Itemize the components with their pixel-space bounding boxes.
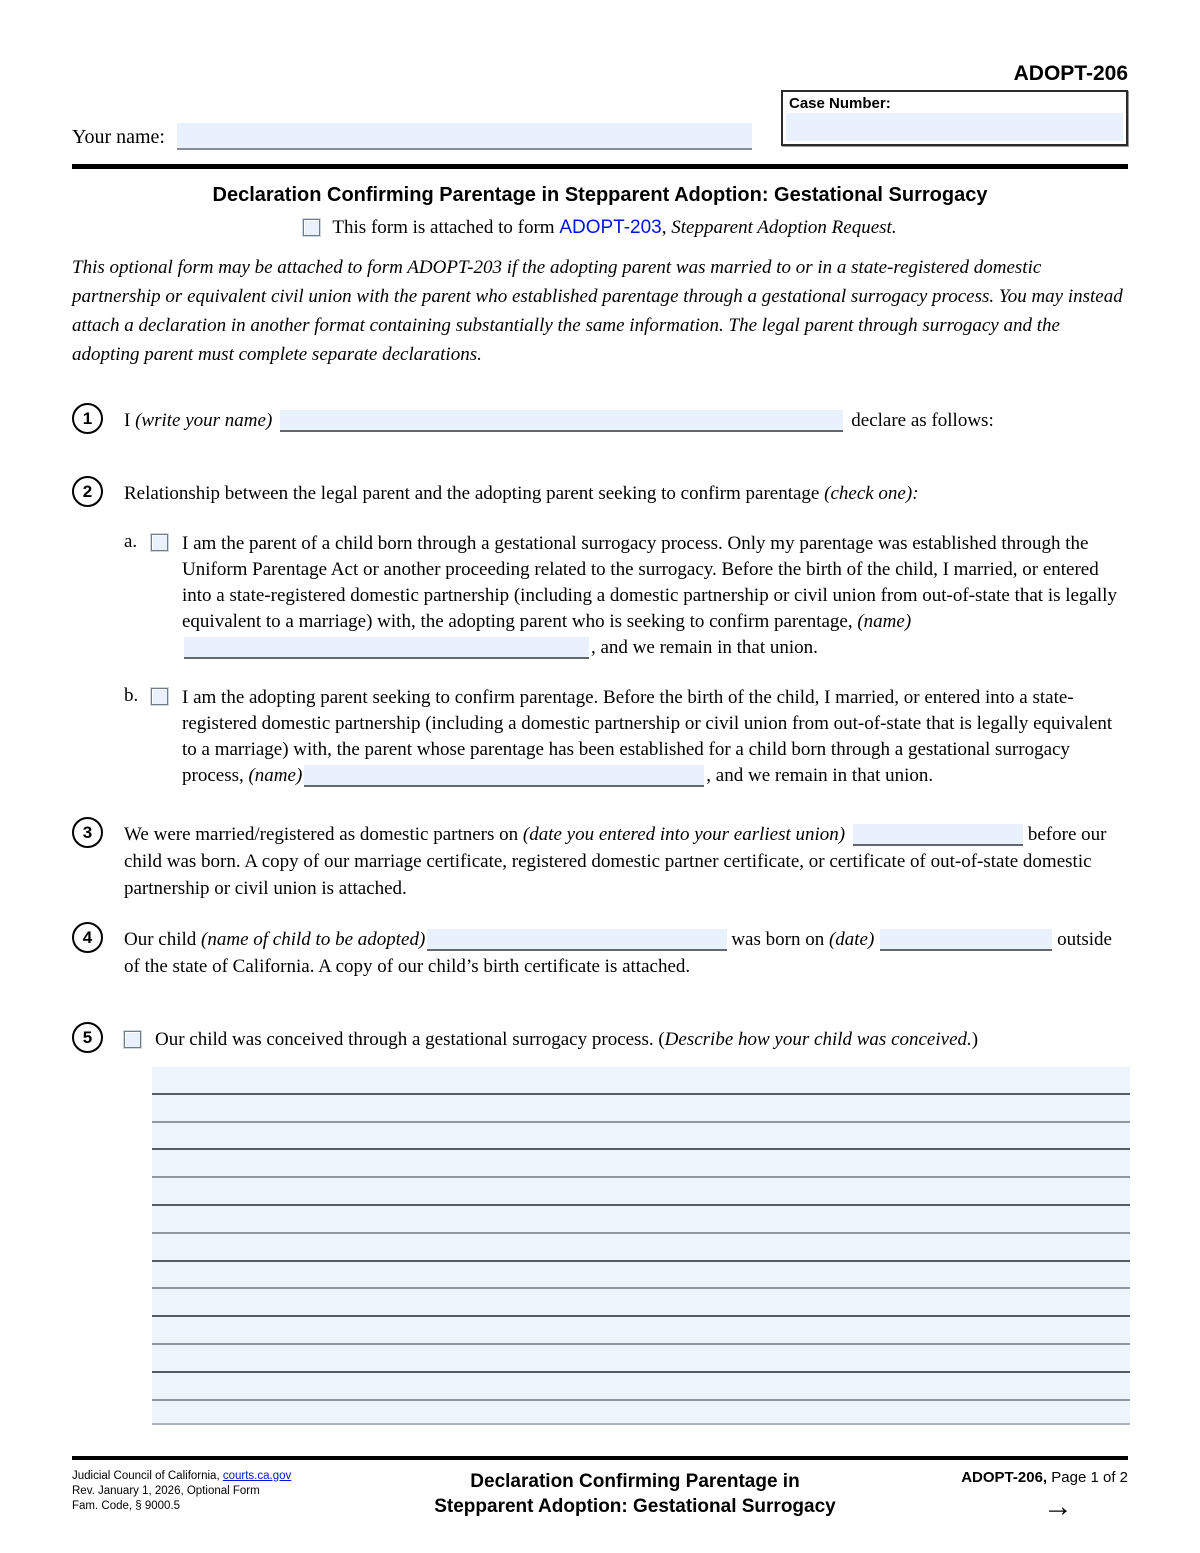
item-4-date-hint: (date) xyxy=(828,929,875,950)
item-2-hint: (check one): xyxy=(824,483,919,504)
item-2b-letter: b. xyxy=(124,685,139,706)
item-1-name-input[interactable] xyxy=(280,410,843,432)
description-line[interactable] xyxy=(152,1095,1130,1123)
item-5-text: Our child was conceived through a gestational surrogacy process. xyxy=(155,1029,659,1050)
item-3-date-hint: (date you entered into your earliest union) xyxy=(522,824,846,845)
item-5 xyxy=(72,1026,1128,1053)
footer-right xyxy=(898,1467,1128,1522)
description-line[interactable] xyxy=(152,1123,1130,1151)
item-4 xyxy=(72,926,1128,980)
item-2a-name-hint: (name) xyxy=(857,611,912,632)
description-textarea[interactable] xyxy=(152,1067,1130,1425)
footer-page-number: Page 1 of 2 xyxy=(1047,1468,1128,1486)
adopt-203-link[interactable]: ADOPT-203 xyxy=(559,217,662,238)
item-4-name-input[interactable] xyxy=(427,929,727,951)
description-line[interactable] xyxy=(152,1150,1130,1178)
item-5-hint: Describe how your child was conceived. xyxy=(664,1029,972,1050)
item-5-number: 5 xyxy=(72,1022,103,1053)
item-2a-checkbox[interactable] xyxy=(151,534,168,551)
item-2a-letter: a. xyxy=(124,531,138,552)
item-2b-name-hint: (name) xyxy=(248,765,303,786)
footer-left xyxy=(72,1467,372,1522)
item-3 xyxy=(72,821,1128,902)
footer-title-line2: Stepparent Adoption: Gestational Surrogacy xyxy=(434,1495,836,1517)
header-divider xyxy=(72,164,1128,169)
item-2a-name-input[interactable] xyxy=(184,637,589,659)
item-4-text-after: outside of the state of California. A copy of our child’s birth certificate is attached. xyxy=(124,929,1112,977)
item-3-number: 3 xyxy=(72,817,103,848)
attachment-checkbox[interactable] xyxy=(303,219,320,236)
item-1-text-start: I xyxy=(124,410,131,431)
your-name-label: Your name: xyxy=(72,126,165,148)
description-line[interactable] xyxy=(152,1234,1130,1262)
footer-code-reference: Fam. Code, § 9000.5 xyxy=(72,1499,181,1512)
item-4-name-hint: (name of child to be adopted) xyxy=(201,929,426,950)
page-title: Declaration Confirming Parentage in Stepparent Adoption: Gestational Surrogacy xyxy=(212,184,988,206)
item-3-text: We were married/registered as domestic partners on xyxy=(124,824,523,845)
footer-form-number: ADOPT-206, xyxy=(961,1468,1048,1486)
item-2a-text: I am the parent of a child born through a gestational surrogacy process. Only my parentage was established through the Uniform Parentage Act or another proceeding related to the surrogacy. Before the birth of the child, I married, or entered into a state-registered domestic partnership (including a domestic partnership or civil union from out-of-state that is legally equivalent to a marriage) with, the adopting parent who is seeking to confirm parentage, xyxy=(182,533,1117,632)
item-2 xyxy=(72,480,1128,507)
item-1 xyxy=(72,407,1128,434)
item-3-date-input[interactable] xyxy=(853,824,1023,846)
item-1-number: 1 xyxy=(72,403,103,434)
item-4-date-input[interactable] xyxy=(880,929,1052,951)
item-3-text-after: before our child was born. A copy of our marriage certificate, registered domestic partner certificate, or certificate of out-of-state domestic partnership or civil union is attached. xyxy=(124,824,1107,899)
footer-council-text: Judicial Council of California, xyxy=(72,1469,223,1482)
courts-ca-gov-link[interactable]: courts.ca.gov xyxy=(222,1469,292,1482)
description-line[interactable] xyxy=(152,1206,1130,1234)
footer-form-title xyxy=(372,1467,898,1522)
description-line[interactable] xyxy=(152,1317,1130,1345)
next-page-arrow-icon: → xyxy=(1043,1489,1073,1523)
your-name-input[interactable] xyxy=(177,123,752,150)
description-line[interactable] xyxy=(152,1345,1130,1373)
form-header xyxy=(72,92,1128,152)
footer-revision: Rev. January 1, 2026, Optional Form xyxy=(72,1484,260,1497)
item-2b-checkbox[interactable] xyxy=(151,688,168,705)
item-5-checkbox[interactable] xyxy=(124,1031,141,1048)
footer-divider xyxy=(72,1456,1128,1460)
attachment-form-name: Stepparent Adoption Request. xyxy=(671,217,897,238)
form-number: ADOPT-206 xyxy=(1013,62,1128,85)
item-1-hint: (write your name) xyxy=(135,410,273,431)
attachment-separator: , xyxy=(661,217,672,238)
description-line[interactable] xyxy=(152,1262,1130,1290)
item-5-hint-open: ( xyxy=(658,1029,665,1050)
footer-title-line1: Declaration Confirming Parentage in xyxy=(470,1470,800,1492)
description-line[interactable] xyxy=(152,1289,1130,1317)
item-2b-text: I am the adopting parent seeking to confirm parentage. Before the birth of the child, I married, or entered into a state-registered domestic partnership (including a domestic partnership or civil union from out-of-state that is legally equivalent to a marriage) with, the parent whose parentage has been established for a child born through a gestational surrogacy process, xyxy=(182,687,1113,786)
intro-paragraph: This optional form may be attached to form ADOPT-203 if the adopting parent was married to or in a state-registered domestic partnership or equivalent civil union with the parent who established parentage through a gestational surrogacy process. You may instead attach a declaration in another format containing substantially the same information. The legal parent through surrogacy and the adopting parent must complete separate declarations. xyxy=(72,257,1123,365)
item-2a-text-after: , and we remain in that union. xyxy=(591,637,818,658)
attachment-text: This form is attached to form xyxy=(332,217,560,238)
description-line[interactable] xyxy=(152,1067,1130,1095)
description-line[interactable] xyxy=(152,1178,1130,1206)
attachment-line xyxy=(72,217,1128,239)
item-2-number: 2 xyxy=(72,476,103,507)
item-2b-name-input[interactable] xyxy=(304,765,704,787)
item-2a xyxy=(72,531,1128,661)
case-number-box xyxy=(781,90,1128,146)
description-line[interactable] xyxy=(152,1401,1130,1425)
description-line[interactable] xyxy=(152,1373,1130,1401)
item-4-number: 4 xyxy=(72,922,103,953)
item-2-text: Relationship between the legal parent and the adopting parent seeking to confirm parentage xyxy=(124,483,825,504)
item-4-text-mid: was born on xyxy=(731,929,829,950)
item-5-hint-close: ) xyxy=(971,1029,979,1050)
item-2b-text-after: , and we remain in that union. xyxy=(706,765,934,786)
item-4-text: Our child xyxy=(124,929,202,950)
item-1-text-end: declare as follows: xyxy=(851,410,994,431)
form-footer xyxy=(72,1467,1128,1522)
item-2b xyxy=(72,685,1128,789)
case-number-input[interactable] xyxy=(786,113,1123,141)
case-number-label: Case Number: xyxy=(789,95,891,112)
